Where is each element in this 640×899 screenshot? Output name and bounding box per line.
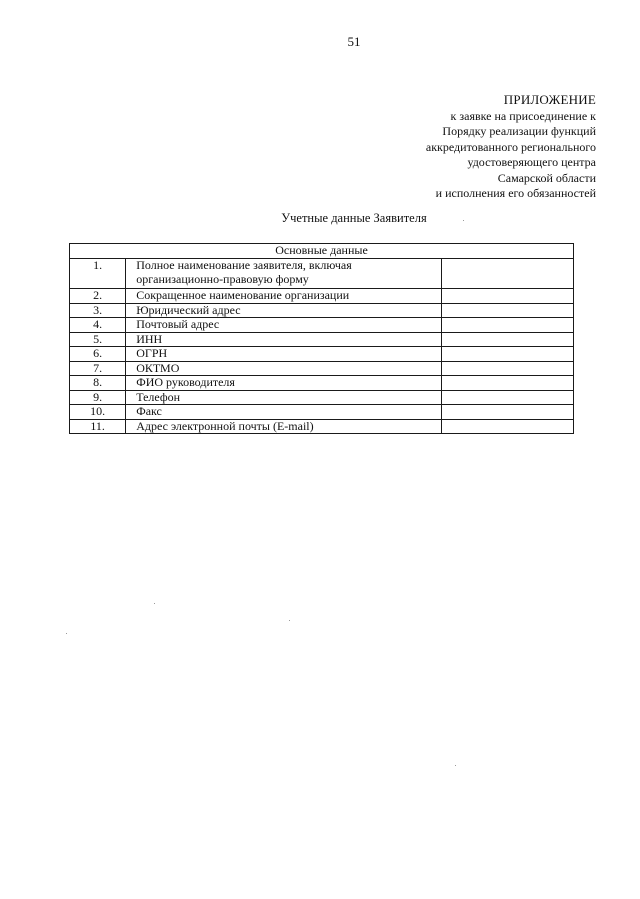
row-field-name: ФИО руководителя [126, 376, 442, 391]
row-number: 6. [70, 347, 126, 362]
row-value-cell[interactable] [442, 376, 574, 391]
table-row [70, 376, 574, 391]
table-row [70, 347, 574, 362]
table-row [70, 390, 574, 405]
row-value-cell[interactable] [442, 259, 574, 289]
row-number: 3. [70, 303, 126, 318]
table-row [70, 289, 574, 304]
table-row [70, 361, 574, 376]
appendix-line: аккредитованного регионального [425, 139, 596, 154]
row-value-cell[interactable] [442, 347, 574, 362]
appendix-title: ПРИЛОЖЕНИЕ [503, 92, 596, 107]
appendix-line: и исполнения его обязанностей [435, 186, 596, 200]
row-number: 1. [70, 259, 126, 289]
row-number: 11. [70, 419, 126, 434]
row-field-name: Юридический адрес [126, 303, 442, 318]
row-value-cell[interactable] [442, 318, 574, 333]
scan-speck [289, 620, 290, 621]
table-row [70, 405, 574, 420]
table-row [70, 332, 574, 347]
applicant-data-table [69, 243, 574, 434]
document-title: Учетные данные Заявителя [281, 211, 427, 225]
row-value-cell[interactable] [442, 289, 574, 304]
row-number: 2. [70, 289, 126, 304]
row-value-cell[interactable] [442, 361, 574, 376]
row-value-cell[interactable] [442, 303, 574, 318]
row-field-name: ОКТМО [126, 361, 442, 376]
row-field-name: ИНН [126, 332, 442, 347]
row-number: 5. [70, 332, 126, 347]
appendix-line: удостоверяющего центра [467, 155, 596, 169]
row-field-name: Полное наименование заявителя, включая организационно-правовую форму [126, 259, 442, 289]
scan-speck [154, 603, 155, 604]
table-header-row [70, 244, 574, 259]
row-number: 9. [70, 390, 126, 405]
row-number: 10. [70, 405, 126, 420]
page-number: 51 [347, 34, 361, 49]
appendix-line: Порядку реализации функций [442, 124, 596, 138]
row-field-name: Телефон [126, 390, 442, 405]
row-value-cell[interactable] [442, 332, 574, 347]
table-row [70, 419, 574, 434]
row-field-name: Адрес электронной почты (E-mail) [126, 419, 442, 434]
table-row [70, 303, 574, 318]
row-value-cell[interactable] [442, 390, 574, 405]
scan-speck [66, 633, 67, 634]
row-number: 4. [70, 318, 126, 333]
scan-speck [455, 765, 456, 766]
row-number: 8. [70, 376, 126, 391]
table-row [70, 259, 574, 289]
table-row [70, 318, 574, 333]
row-field-name: Почтовый адрес [126, 318, 442, 333]
row-field-name: Сокращенное наименование организации [126, 289, 442, 304]
appendix-block [336, 92, 596, 202]
row-field-name: ОГРН [126, 347, 442, 362]
row-value-cell[interactable] [442, 419, 574, 434]
appendix-line: Самарской области [497, 170, 596, 185]
row-value-cell[interactable] [442, 405, 574, 420]
table-header: Основные данные [70, 244, 574, 259]
scan-speck [463, 220, 464, 221]
row-number: 7. [70, 361, 126, 376]
appendix-line: к заявке на присоединение к [450, 108, 596, 123]
row-field-name: Факс [126, 405, 442, 420]
